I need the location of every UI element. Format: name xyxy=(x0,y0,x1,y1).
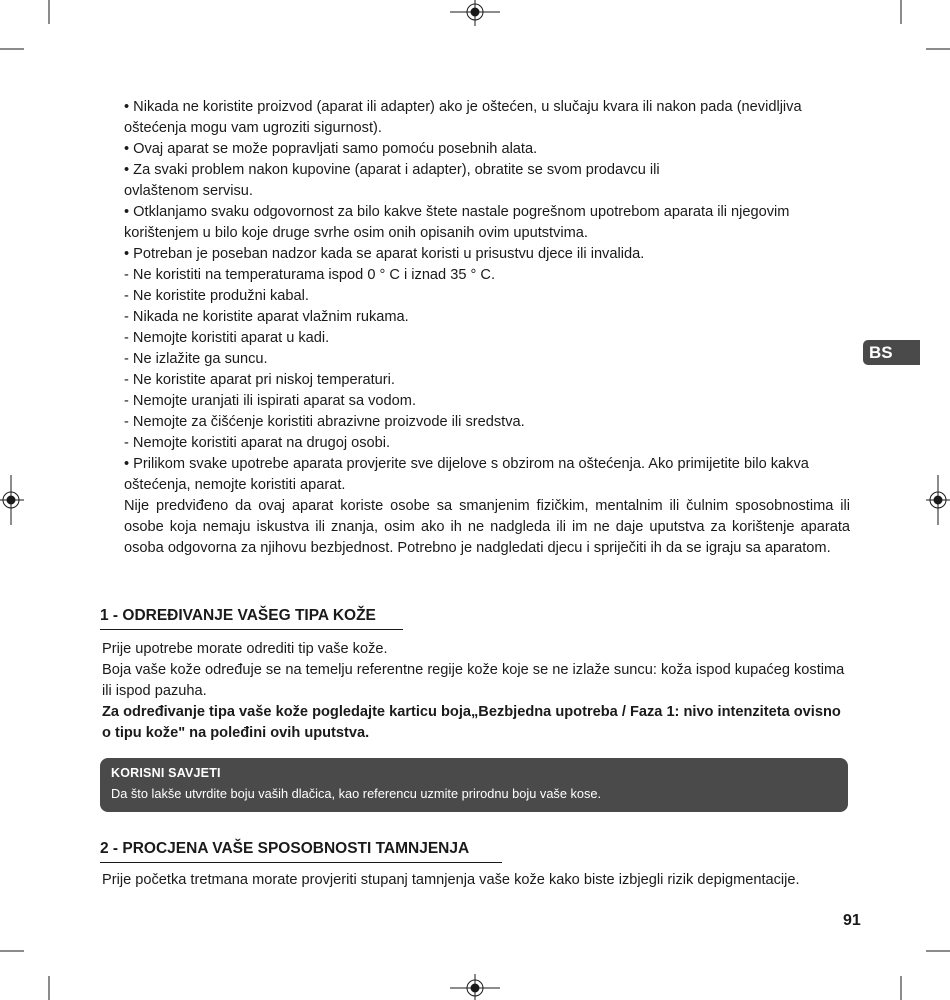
safety-item: • Otklanjamo svaku odgovornost za bilo kakve štete nastale pogrešnom upotrebom aparata ili njegovim korištenjem u bilo koje druge svrhe osim onih opisanih ovim uputstvima. xyxy=(124,204,790,241)
section-1-body xyxy=(102,639,852,744)
safety-item: • Potreban je poseban nadzor kada se aparat koristi u prisustvu djece ili invalida. xyxy=(124,246,645,262)
language-tab: BS xyxy=(863,340,920,365)
safety-item: • Nikada ne koristite proizvod (aparat ili adapter) ako je oštećen, u slučaju kvara ili nakon pada (nevidljiva oštećenja mogu vam ugroziti sigurnost). xyxy=(124,99,802,136)
registration-mark-bottom xyxy=(450,974,500,1000)
safety-item: • Prilikom svake upotrebe aparata provjerite sve dijelove s obzirom na oštećenja. Ako primijetite bilo kakva oštećenja, nemojte koristiti aparat. xyxy=(124,456,809,493)
registration-mark-left xyxy=(0,475,24,525)
page-number: 91 xyxy=(843,912,861,929)
safety-item: - Nemojte za čišćenje koristiti abrazivne proizvode ili sredstva. xyxy=(124,414,525,430)
section-1-heading: 1 - ODREĐIVANJE VAŠEG TIPA KOŽE xyxy=(100,605,403,630)
safety-item: - Nemojte uranjati ili ispirati aparat sa vodom. xyxy=(124,393,416,409)
safety-item: - Ne koristite aparat pri niskoj temperaturi. xyxy=(124,372,395,388)
section-1-paragraph: Boja vaše kože određuje se na temelju referentne regije kože koje se ne izlaže suncu: koža ispod kupaćeg kostima ili ispod pazuha. xyxy=(102,662,845,699)
safety-item: - Ne koristite produžni kabal. xyxy=(124,288,309,304)
safety-instructions xyxy=(124,97,850,559)
section-2-paragraph: Prije početka tretmana morate provjeriti stupanj tamnjenja vaše kože kako biste izbjegli rizik depigmentacije. xyxy=(102,872,800,888)
safety-item: - Nemojte koristiti aparat u kadi. xyxy=(124,330,330,346)
tips-text: Da što lakše utvrdite boju vaših dlačica, kao referencu uzmite prirodnu boju vaše kose. xyxy=(111,786,602,801)
section-1-paragraph: Prije upotrebe morate odrediti tip vaše kože. xyxy=(102,641,388,657)
safety-item: - Nemojte koristiti aparat na drugoj osobi. xyxy=(124,435,391,451)
registration-mark-top xyxy=(450,0,500,26)
safety-item: • Za svaki problem nakon kupovine (aparat i adapter), obratite se svom prodavcu ili ovlaštenom servisu. xyxy=(124,162,660,199)
safety-item: • Ovaj aparat se može popravljati samo pomoću posebnih alata. xyxy=(124,141,538,157)
useful-tips-box xyxy=(100,758,848,812)
section-2-heading: 2 - PROCJENA VAŠE SPOSOBNOSTI TAMNJENJA xyxy=(100,838,502,863)
registration-mark-right xyxy=(926,475,950,525)
safety-paragraph: Nije predviđeno da ovaj aparat koriste osobe sa smanjenim fizičkim, mentalnim ili čulnim sposobnostima ili osobe koja nemaju iskustva ili znanja, osim ako ih ne nadgleda ili im ne daje uputstva za korištenje aparata osoba odgovorna za njihovu bezbjednost. Potrebno je nadgledati djecu i spriječiti ih da se igraju sa aparatom. xyxy=(124,498,850,556)
section-2-body xyxy=(102,870,852,891)
safety-item: - Ne izlažite ga suncu. xyxy=(124,351,268,367)
section-1-bold-paragraph: Za određivanje tipa vaše kože pogledajte karticu boja„Bezbjedna upotreba / Faza 1: nivo intenziteta ovisno o tipu kože" na poleđini ovih uputstva. xyxy=(102,704,841,741)
safety-item: - Nikada ne koristite aparat vlažnim rukama. xyxy=(124,309,409,325)
safety-item: - Ne koristiti na temperaturama ispod 0 ° C i iznad 35 ° C. xyxy=(124,267,495,283)
tips-title: KORISNI SAVJETI xyxy=(111,766,221,780)
